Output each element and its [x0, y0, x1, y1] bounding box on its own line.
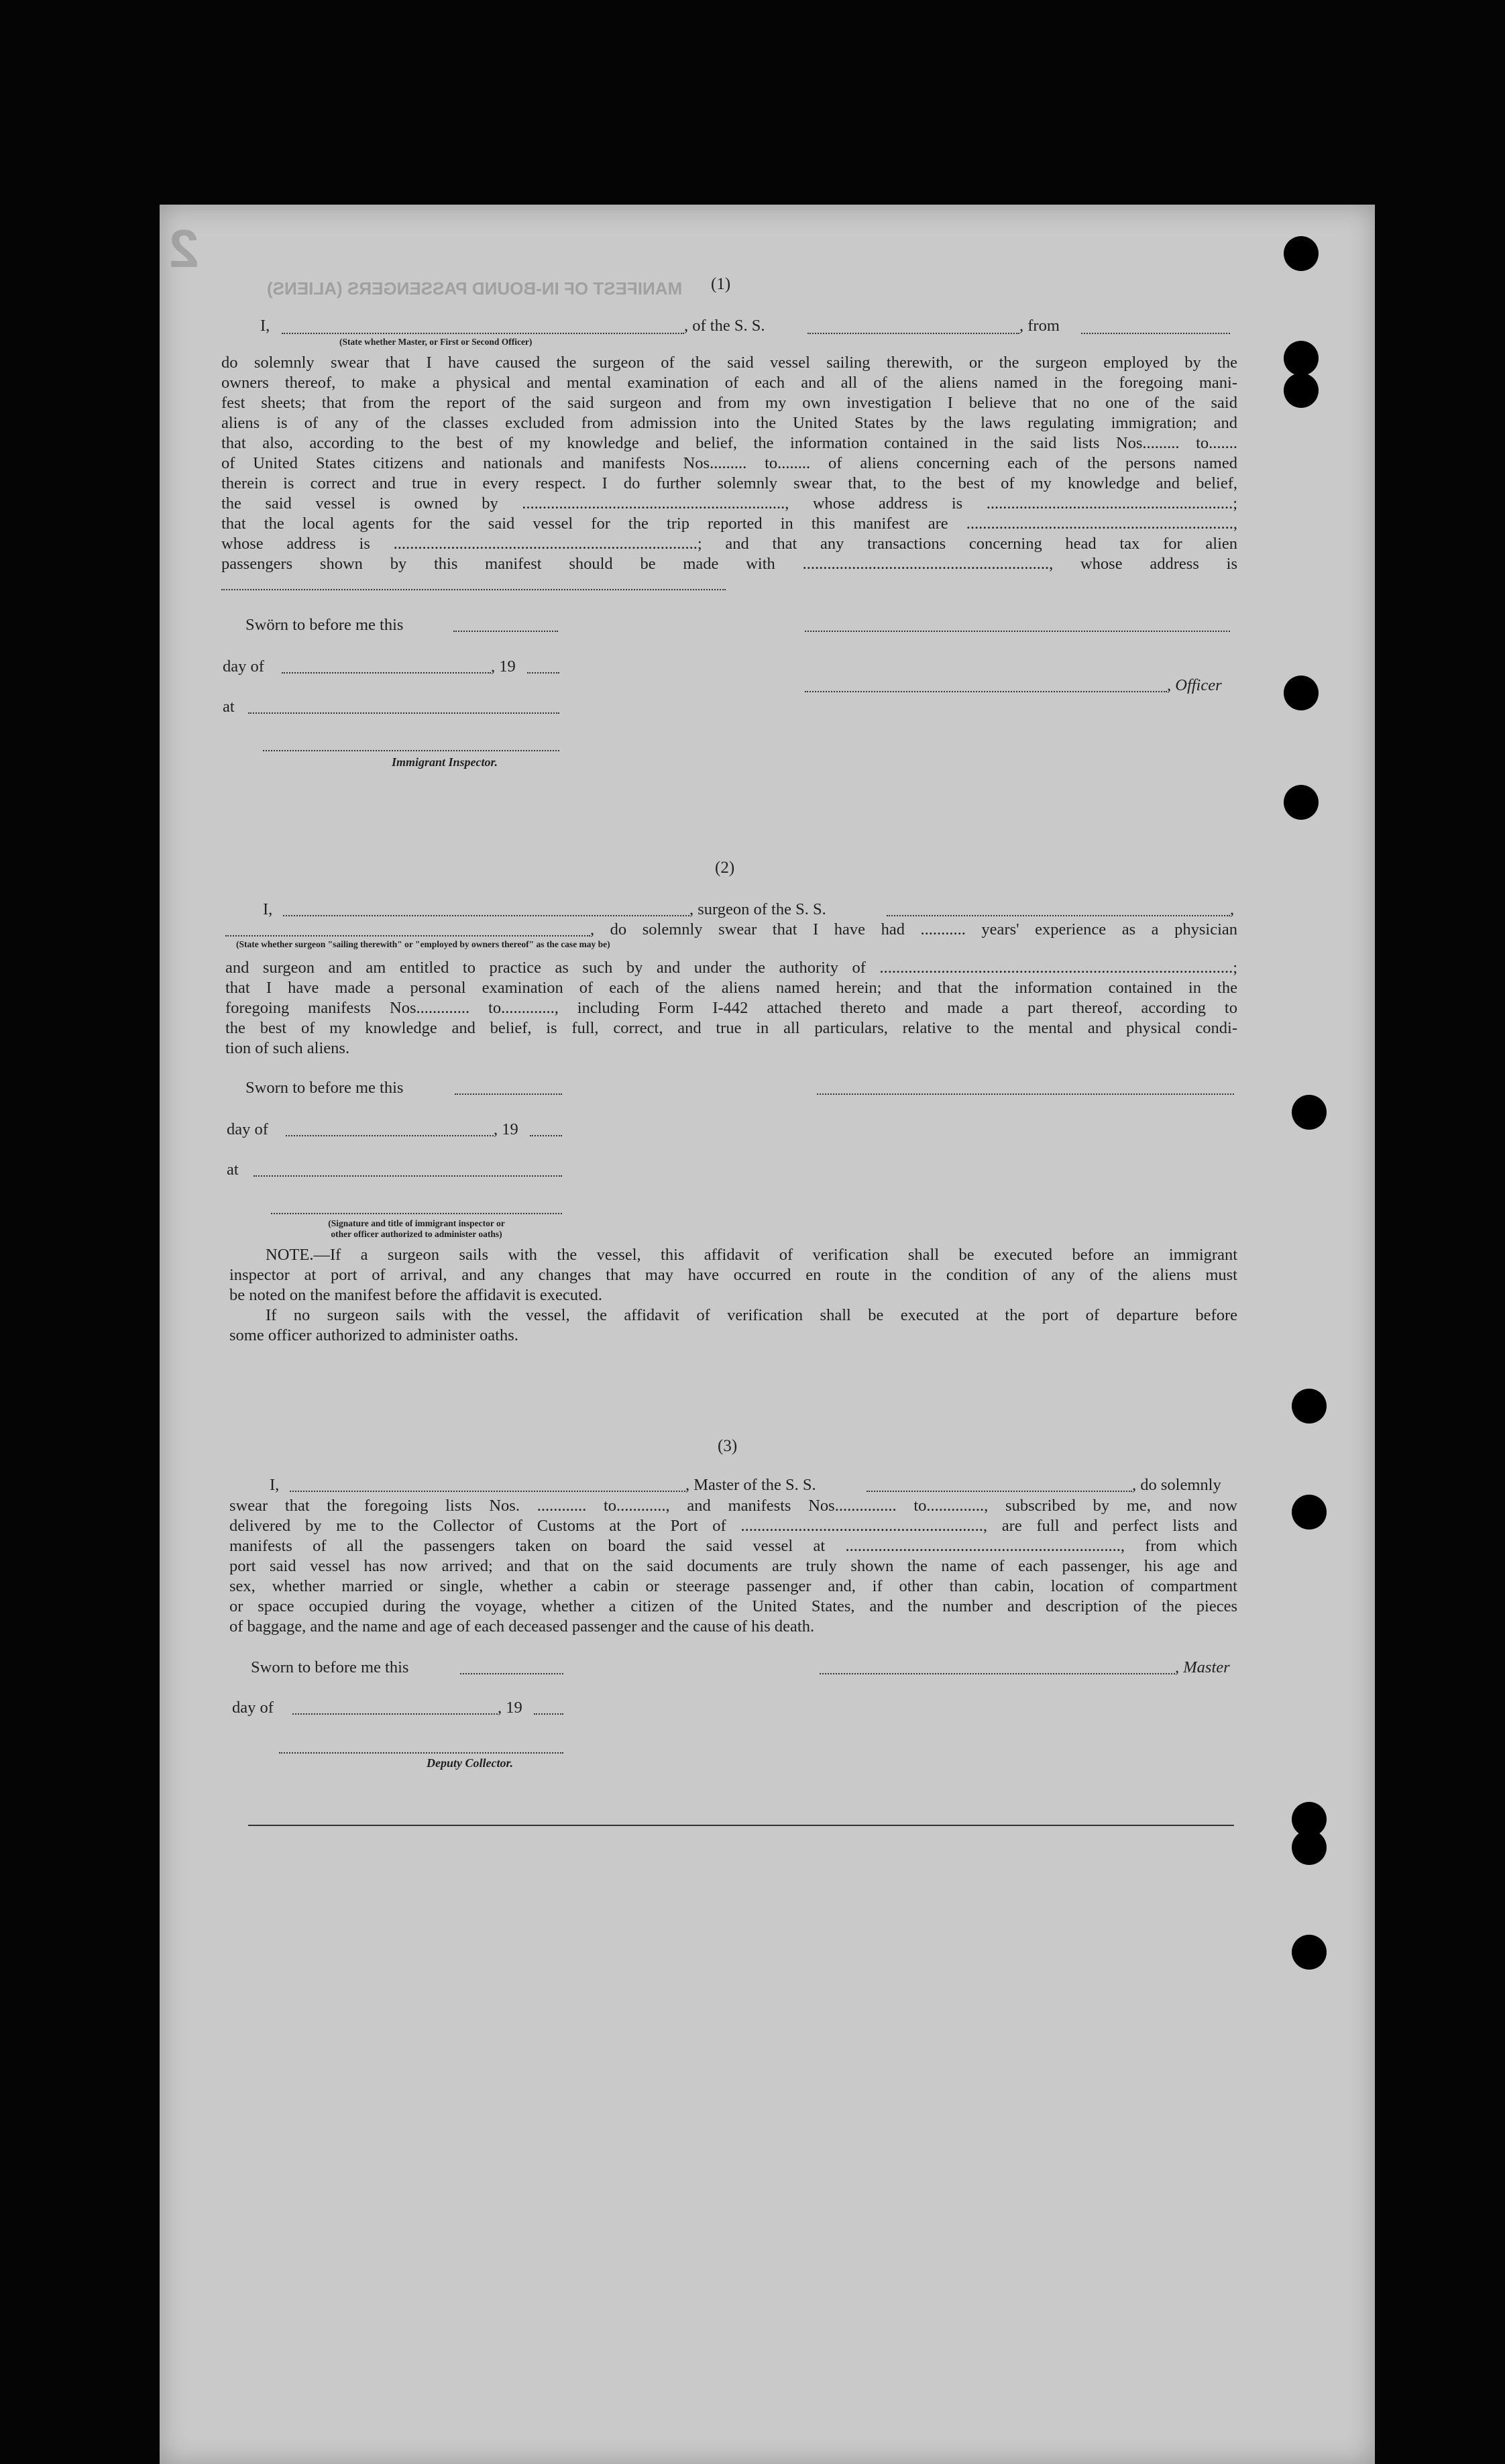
sec1-line: therein is correct and true in every respect. I do further solemnly swear that, to the best of my knowledge and belief, — [221, 474, 1237, 492]
sec1-inspector-signature-field[interactable] — [263, 750, 559, 751]
sec2-inspector-signature-field[interactable] — [271, 1213, 562, 1214]
binder-hole — [1284, 785, 1319, 820]
sec1-caption: (State whether Master, or First or Second Officer) — [339, 337, 533, 347]
sec2-sig-caption: (Signature and title of immigrant inspector or — [328, 1218, 505, 1228]
sec1-officer-name-field[interactable] — [282, 333, 684, 334]
sec3-master-label: , Master — [1175, 1658, 1230, 1676]
sec1-sworn-label: Swörn to before me this — [245, 616, 404, 634]
sec2-sailing-status-field[interactable] — [225, 935, 590, 936]
sec1-officer-label: , Officer — [1167, 676, 1222, 694]
sec3-vessel-field[interactable] — [867, 1491, 1132, 1492]
sec3-sworn-date-field[interactable] — [460, 1673, 563, 1674]
binder-hole — [1292, 1935, 1327, 1970]
sec2-day-of-label: day of — [227, 1120, 268, 1138]
sec1-officer-title-field[interactable] — [805, 691, 1167, 692]
sec1-day-field[interactable] — [282, 672, 491, 674]
sec1-line: that also, according to the best of my knowledge and belief, the information contained in the said lists Nos......... to....... — [221, 434, 1237, 452]
sec1-sworn-date-field[interactable] — [453, 631, 558, 632]
sec1-from: , from — [1019, 317, 1060, 335]
sec2-vessel-field[interactable] — [887, 915, 1230, 916]
sec3-line: port said vessel has now arrived; and that on the said documents are truly shown the name of each passenger, his age and — [229, 1557, 1237, 1575]
sec1-line: owners thereof, to make a physical and mental examination of each and all of the aliens named in the foregoing mani- — [221, 374, 1237, 392]
sec3-day-field[interactable] — [292, 1713, 498, 1715]
binder-hole — [1292, 1389, 1327, 1424]
sec2-note-line: some officer authorized to administer oaths. — [229, 1326, 518, 1344]
sec3-solemnly: , do solemnly — [1132, 1476, 1221, 1494]
sec2-caption: (State whether surgeon "sailing therewith" or "employed by owners thereof" as the case may be) — [236, 939, 610, 949]
bottom-rule — [248, 1825, 1234, 1826]
sec2-year-field[interactable] — [530, 1135, 562, 1136]
sec1-line: of United States citizens and nationals and manifests Nos......... to........ of aliens concerning each of the persons named — [221, 454, 1237, 472]
sec1-officer-signature-field[interactable] — [805, 631, 1230, 632]
sec3-line: or space occupied during the voyage, whether a citizen of the United States, and the number and description of the pieces — [229, 1597, 1237, 1615]
sec3-intro-i: I, — [270, 1476, 280, 1494]
page-marker: 2 — [169, 219, 199, 278]
sec3-line: manifests of all the passengers taken on board the said vessel at ..................................................................., from which — [229, 1537, 1237, 1555]
sec1-year-field[interactable] — [527, 672, 559, 674]
sec3-collector-signature-field[interactable] — [279, 1752, 563, 1754]
sec2-surgeon-name-field[interactable] — [283, 915, 689, 916]
sec1-vessel-field[interactable] — [807, 333, 1019, 334]
sec2-surgeon-of: , surgeon of the S. S. — [689, 900, 826, 918]
sec3-line: delivered by me to the Collector of Customs at the Port of ..........................................................., are full and perfect lists and — [229, 1517, 1237, 1535]
sec1-year-label: , 19 — [491, 657, 516, 676]
section-2-number: (2) — [715, 859, 735, 877]
sec2-intro-i: I, — [263, 900, 273, 918]
sec1-from-field[interactable] — [1081, 333, 1230, 334]
sec3-year-label: , 19 — [498, 1699, 522, 1717]
section-1-number: (1) — [711, 275, 731, 293]
sec2-swear-line: , do solemnly swear that I have had ........... years' experience as a physician — [590, 920, 1237, 939]
sec1-intro-i: I, — [260, 317, 270, 335]
mirrored-header-bleedthrough: MANIFEST OF IN-BOUND PASSENGERS (ALIENS) — [267, 278, 683, 299]
sec2-at-field[interactable] — [254, 1175, 562, 1177]
sec2-sig-caption: other officer authorized to administer oaths) — [331, 1229, 502, 1239]
sec2-note-line: If no surgeon sails with the vessel, the affidavit of verification shall be executed at the port of departure before — [266, 1306, 1237, 1324]
binder-hole — [1292, 1495, 1327, 1530]
sec1-line: fest sheets; that from the report of the said surgeon and from my own investigation I believe that no one of the said — [221, 394, 1237, 412]
sec2-at-label: at — [227, 1161, 239, 1179]
sec3-master-of: , Master of the S. S. — [685, 1476, 816, 1494]
sec1-line: whose address is ..........................................................................; and that any transactions concerning head tax for alien — [221, 535, 1237, 553]
sec3-deputy-label: Deputy Collector. — [427, 1756, 513, 1770]
binder-hole — [1284, 373, 1319, 408]
sec1-head-tax-address-field[interactable] — [221, 589, 726, 590]
sec2-line: foregoing manifests Nos............. to............., including Form I-442 attached thereto and made a part thereof, according to — [225, 999, 1237, 1017]
binder-hole — [1292, 1830, 1327, 1865]
sec2-day-field[interactable] — [286, 1135, 494, 1136]
sec3-master-name-field[interactable] — [290, 1491, 685, 1492]
sec2-note-line: be noted on the manifest before the affidavit is executed. — [229, 1286, 603, 1304]
sec1-at-label: at — [223, 698, 235, 716]
sec2-note-line: NOTE.—If a surgeon sails with the vessel, this affidavit of verification shall be executed before an immigrant — [266, 1246, 1237, 1264]
sec2-comma: , — [1230, 900, 1235, 918]
sec1-at-field[interactable] — [248, 712, 559, 714]
binder-hole — [1284, 676, 1319, 710]
sec2-line: the best of my knowledge and belief, is full, correct, and true in all particulars, relative to the mental and physical condi- — [225, 1019, 1237, 1037]
binder-hole — [1284, 236, 1319, 271]
sec1-line: passengers shown by this manifest should be made with ............................................................, whose address is — [221, 555, 1237, 573]
sec2-line: tion of such aliens. — [225, 1039, 350, 1057]
sec3-sworn-label: Sworn to before me this — [251, 1658, 409, 1676]
sec2-year-label: , 19 — [494, 1120, 518, 1138]
sec3-year-field[interactable] — [534, 1713, 563, 1715]
sec2-sworn-date-field[interactable] — [455, 1093, 562, 1095]
section-3-number: (3) — [718, 1437, 738, 1455]
sec2-sworn-label: Sworn to before me this — [245, 1079, 404, 1097]
sec1-inspector-label: Immigrant Inspector. — [392, 755, 498, 769]
sec2-surgeon-signature-field[interactable] — [817, 1093, 1234, 1095]
sec1-line: the said vessel is owned by ................................................................, whose address is ............................................................; — [221, 494, 1237, 513]
sec2-line: and surgeon and am entitled to practice as such by and under the authority of ......................................................................................; — [225, 959, 1237, 977]
sec3-master-signature-field[interactable] — [820, 1673, 1175, 1674]
sec1-line: do solemnly swear that I have caused the surgeon of the said vessel sailing therewith, or the surgeon employed by the — [221, 354, 1237, 372]
sec3-line: swear that the foregoing lists Nos. ............ to............, and manifests Nos............... to.............., subscribed by me, and now — [229, 1497, 1237, 1515]
sec3-day-of-label: day of — [232, 1699, 274, 1717]
sec2-note-line: inspector at port of arrival, and any changes that may have occurred en route in the condition of any of the aliens must — [229, 1266, 1237, 1284]
sec3-line: of baggage, and the name and age of each deceased passenger and the cause of his death. — [229, 1617, 815, 1636]
sec1-line: that the local agents for the said vessel for the trip reported in this manifest are ................................................................., — [221, 515, 1237, 533]
sec3-line: sex, whether married or single, whether a cabin or steerage passenger and, if other than cabin, location of compartment — [229, 1577, 1237, 1595]
binder-hole — [1292, 1095, 1327, 1130]
binder-hole — [1284, 341, 1319, 376]
sec2-line: that I have made a personal examination of each of the aliens named herein; and that the information contained in the — [225, 979, 1237, 997]
sec1-day-of-label: day of — [223, 657, 264, 676]
sec1-of-the-ss: , of the S. S. — [684, 317, 765, 335]
sec1-line: aliens is of any of the classes excluded from admission into the United States by the laws regulating immigration; and — [221, 414, 1237, 432]
